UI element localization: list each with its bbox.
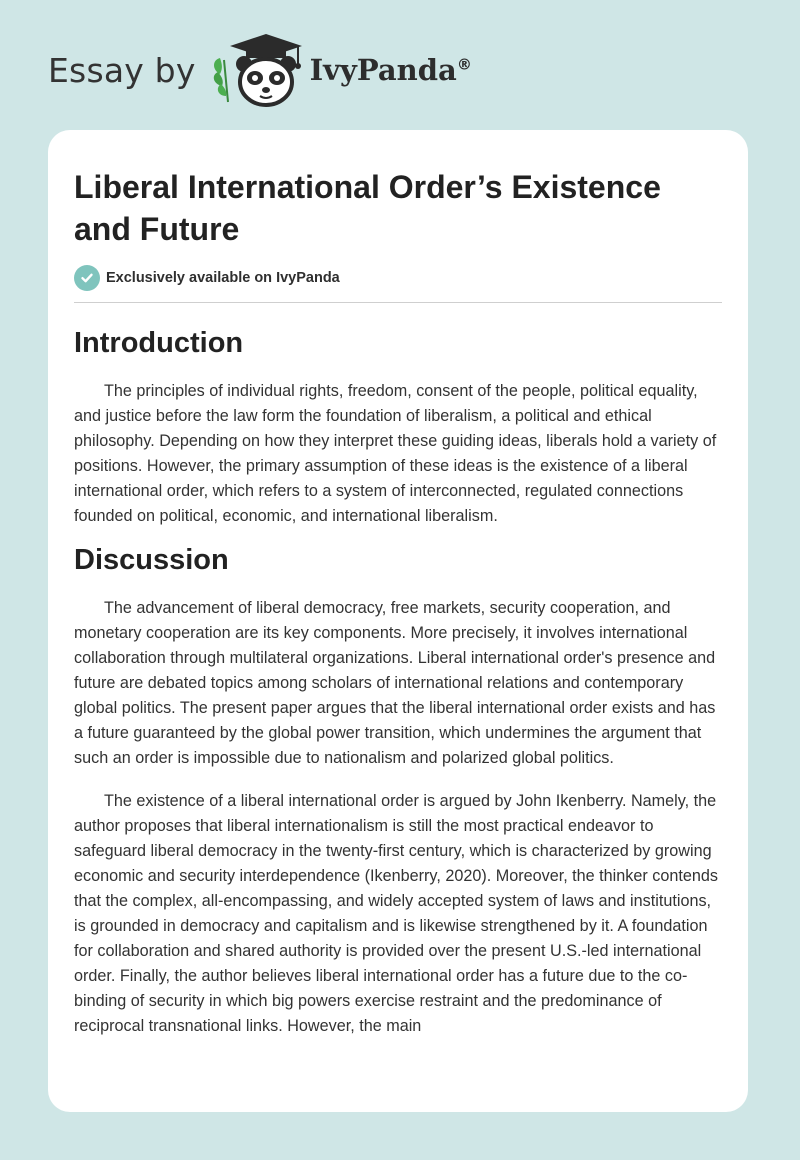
ivypanda-wordmark: IvyPanda® — [309, 53, 472, 87]
paragraph: The advancement of liberal democracy, free markets, security cooperation, and monetary cooperation are its key components. More precisely, it involves international collaboration through multilateral organizations. Liberal international order's presence and future are debated topics among scholars of international relations and contemporary global politics. The present paper argues that the liberal international order exists and has a future guaranteed by the global power transition, which undermines the argument that such an order is impossible due to nationalism and polarized global politics. — [74, 599, 716, 767]
paragraph: The existence of a liberal international order is argued by John Ikenberry. Namely, the author proposes that liberal internationalism is still the most practical endeavor to safeguard liberal democracy in the twenty-first century, which is characterized by growing economic and security interdependence (Ikenberry, 2020). Moreover, the thinker contends that the complex, all-encompassing, and widely accepted system of laws and institutions, is grounded in democracy and capitalism and is likewise strengthened by it. A foundation for collaboration and shared authority is provided over the present U.S.-led international order. Finally, the author believes liberal international order has a future due to the co-binding of security in which big powers exercise restraint and the predominance of reciprocal transnational links. However, the main — [74, 792, 718, 1035]
divider — [74, 302, 722, 303]
essay-by-label: Essay by — [48, 50, 196, 90]
page-title: Liberal International Order’s Existence and Future — [74, 169, 661, 247]
essay-card — [48, 130, 748, 1112]
section-heading-introduction: Introduction — [74, 327, 244, 359]
exclusive-badge — [74, 265, 722, 291]
panda-logo-icon — [210, 30, 306, 110]
check-icon — [74, 265, 100, 291]
section-heading-discussion: Discussion — [74, 544, 229, 576]
paragraph: The principles of individual rights, freedom, consent of the people, political equality, and justice before the law form the foundation of liberalism, a political and ethical philosophy. Depending on how they interpret these guiding ideas, liberals hold a variety of positions. However, the primary assumption of these ideas is the existence of a liberal international order, which refers to a system of interconnected, regulated connections founded on political, economic, and international liberalism. — [74, 382, 717, 525]
site-brand[interactable] — [48, 30, 472, 110]
exclusive-label: Exclusively available on IvyPanda — [106, 270, 340, 286]
